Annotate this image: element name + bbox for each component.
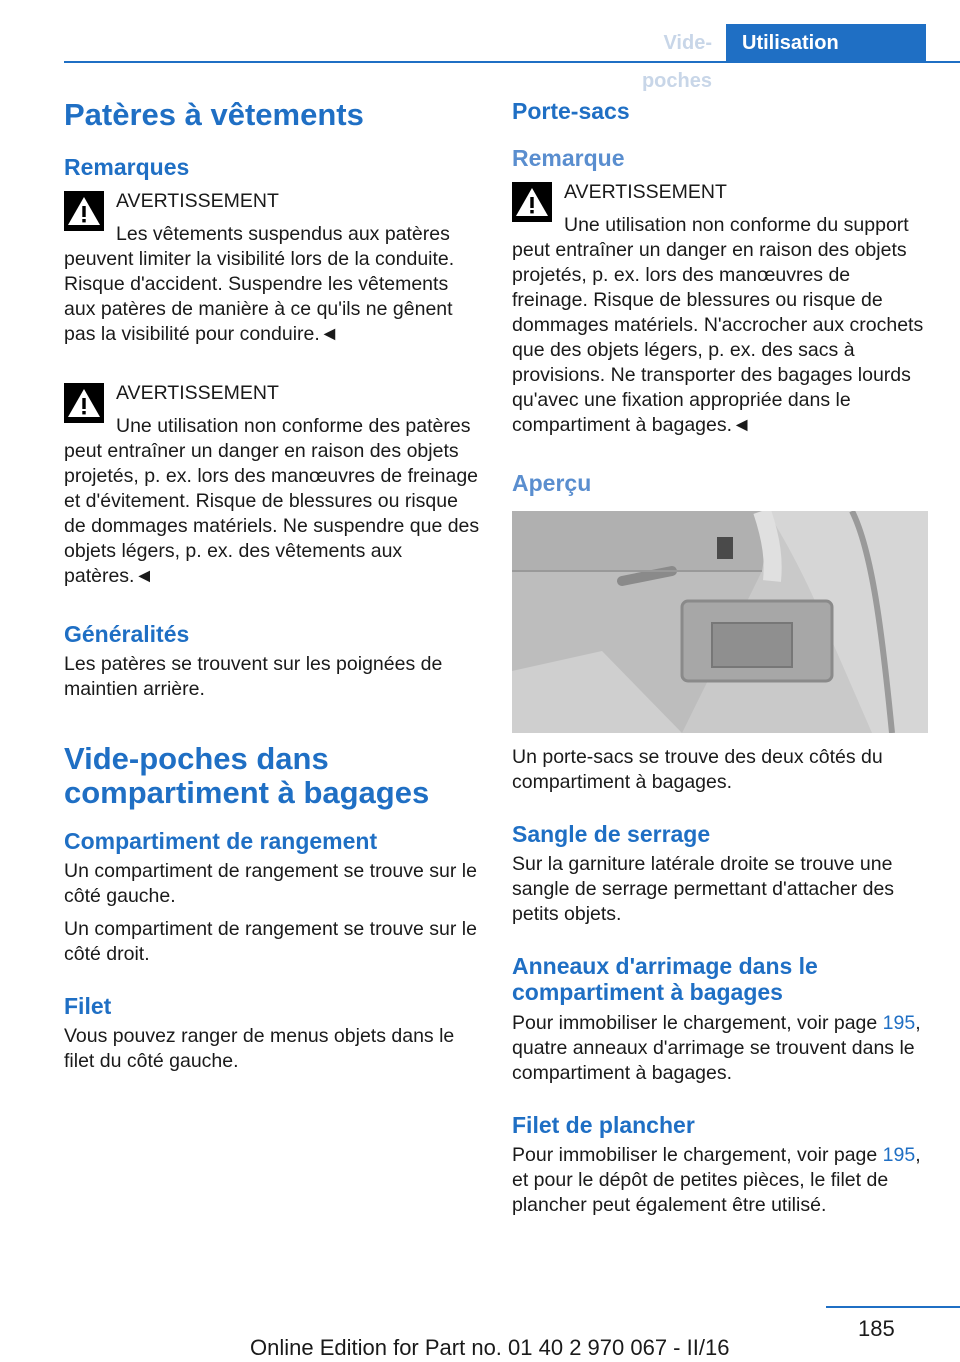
overview-heading: Aperçu bbox=[512, 470, 592, 496]
storage-heading: Compartiment de rangement bbox=[64, 828, 378, 854]
storage-text-right: Un compartiment de rangement se trouve sur le côté droit. bbox=[64, 918, 477, 965]
warning-title: AVERTISSEMENT bbox=[564, 181, 727, 203]
section-title-storage: Vide-poches dans compartiment à bagages bbox=[64, 741, 430, 810]
page-number: 185 bbox=[858, 1316, 895, 1341]
net-text: Vous pouvez ranger de menus objets dans le filet du côté gauche. bbox=[64, 1025, 455, 1072]
rings-text bbox=[512, 1011, 928, 1086]
warning-icon bbox=[64, 383, 104, 423]
edition-note: Online Edition for Part no. 01 40 2 970 067 - II/16 bbox=[250, 1335, 730, 1360]
floor-text-end: , et pour le dépôt de petites pièces, le filet de plancher peut également être utilisé. bbox=[512, 1144, 921, 1216]
warning-block bbox=[512, 180, 928, 438]
page-link-195[interactable]: 195 bbox=[882, 1012, 916, 1034]
remark-heading: Remarque bbox=[512, 145, 625, 171]
left-column bbox=[64, 98, 480, 1074]
strap-heading: Sangle de serrage bbox=[512, 821, 711, 847]
warning-title: AVERTISSEMENT bbox=[116, 382, 279, 404]
rings-text-end: , quatre anneaux d'arrimage se trouvent dans le compartiment à bagages. bbox=[512, 1012, 921, 1084]
storage-text-left: Un compartiment de rangement se trouve sur le côté gauche. bbox=[64, 860, 477, 907]
tab-vide-poches[interactable]: Vide-poches bbox=[586, 24, 726, 62]
warning-icon bbox=[512, 182, 552, 222]
warning-text: Une utilisation non conforme des patères peut entraîner un danger en raison des objets projetés, p. ex. lors des manœuvres de freinage et d'évitement. Risque de blessures ou risque de dommages matériels. Ne suspendre que des objets légers, p. ex. des vêtements aux patères.◄ bbox=[64, 415, 480, 587]
bag-hooks-heading: Porte-sacs bbox=[512, 98, 630, 124]
strap-text: Sur la garniture latérale droite se trouve une sangle de serrage permettant d'attacher des petits objets. bbox=[512, 853, 895, 925]
general-heading: Généralités bbox=[64, 621, 190, 647]
overview-caption: Un porte-sacs se trouve des deux côtés du compartiment à bagages. bbox=[512, 746, 883, 793]
rings-heading: Anneaux d'arrimage dans le compartiment à bagages bbox=[512, 953, 818, 1005]
general-text: Les patères se trouvent sur les poignées de maintien arrière. bbox=[64, 653, 443, 700]
footer-rule bbox=[826, 1306, 960, 1308]
remarks-heading: Remarques bbox=[64, 154, 190, 180]
warning-title: AVERTISSEMENT bbox=[116, 190, 279, 212]
section-title-coat-hooks: Patères à vêtements bbox=[64, 97, 364, 132]
page-link-195[interactable]: 195 bbox=[882, 1144, 916, 1166]
right-column bbox=[512, 98, 928, 1218]
header-tabs bbox=[586, 24, 926, 92]
header-rule bbox=[64, 61, 960, 63]
warning-text: Une utilisation non conforme du support peut entraîner un danger en raison des objets projetés, p. ex. lors des manœuvres de freinage. Risque de blessures ou risque de dommages matériels. N'accrocher aux crochets que des objets légers, p. ex. des sacs à provisions. Ne transporter des bagages lourds qu'avec une fixation appropriée dans le compartiment à bagages.◄ bbox=[512, 214, 924, 436]
tab-utilisation[interactable]: Utilisation bbox=[726, 24, 926, 62]
warning-icon bbox=[64, 191, 104, 231]
floor-net-text bbox=[512, 1143, 928, 1218]
floor-text-start: Pour immobiliser le chargement, voir page bbox=[512, 1144, 883, 1166]
net-heading: Filet bbox=[64, 993, 112, 1019]
trunk-photo bbox=[512, 511, 928, 733]
warning-text: Les vêtements suspendus aux patères peuvent limiter la visibilité lors de la conduite. Risque d'accident. Suspendre les vêtements aux patères de manière à ce qu'ils ne gênent pas la visibilité pour conduire.◄ bbox=[64, 223, 455, 345]
floor-net-heading: Filet de plancher bbox=[512, 1112, 695, 1138]
warning-block bbox=[64, 189, 480, 347]
warning-block bbox=[64, 381, 480, 589]
rings-text-start: Pour immobiliser le chargement, voir page bbox=[512, 1012, 883, 1034]
